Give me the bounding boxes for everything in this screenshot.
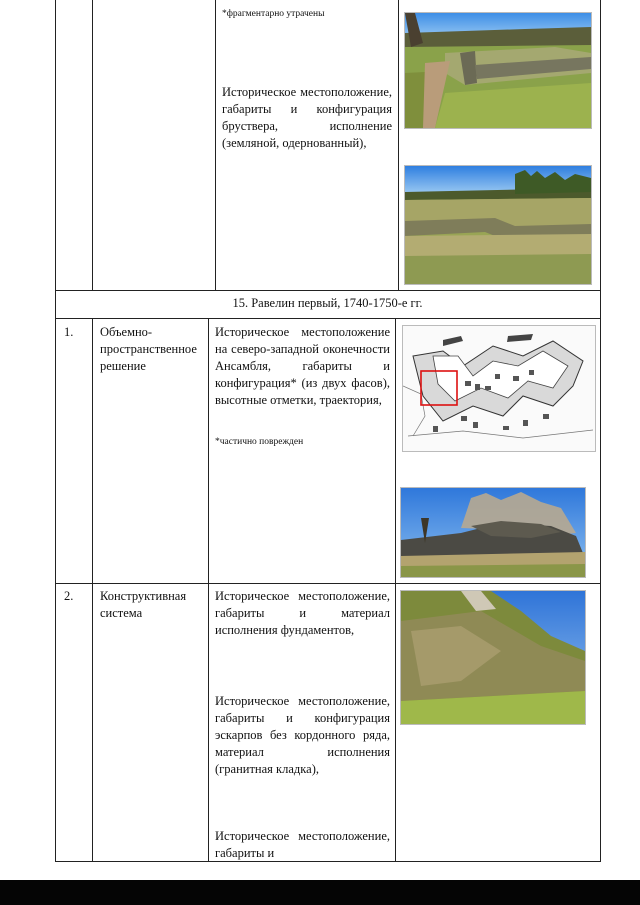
row-2-description-continued: Историческое местоположение, габариты и — [215, 829, 390, 860]
row-2-name: Конструктивная система — [100, 589, 187, 620]
column-divider-name — [208, 318, 209, 862]
column-divider-num — [92, 318, 93, 862]
ravelin-photo-1 — [400, 487, 586, 578]
rampart-photo-2 — [404, 165, 592, 285]
row-2-description-escarps: Историческое местоположение, габариты и конфигурация эскарпов без кордонного ряда, материал исполнения (гранитная кладка), — [215, 694, 390, 776]
row-1-note: *частично поврежден — [215, 437, 304, 447]
column-divider-desc — [395, 318, 396, 862]
row-1-number: 1. — [64, 325, 74, 339]
row-separator-section — [55, 318, 601, 319]
row-separator-rows — [55, 583, 601, 584]
escarp-photo — [400, 590, 586, 725]
table-border-right — [600, 0, 601, 862]
row-2-number: 2. — [64, 589, 74, 603]
row-1-name: Объемно-пространственное решение — [100, 325, 197, 373]
loss-note: *фрагментарно утрачены — [222, 9, 325, 19]
column-divider-num-top — [92, 0, 93, 290]
scan-bottom-edge — [0, 880, 640, 905]
rampart-photo-1 — [404, 12, 592, 129]
column-divider-name-top — [215, 0, 216, 290]
table-border-left — [55, 0, 56, 862]
row-separator-top — [55, 290, 601, 291]
row-2-description-foundations: Историческое местоположение, габариты и материал исполнения фундаментов, — [215, 589, 390, 637]
parapet-description: Историческое местоположение, габариты и конфигурация бруствера, исполнение (земляной, одернованный), — [222, 85, 392, 150]
ravelin-plan-map — [402, 325, 596, 452]
column-divider-desc-top — [398, 0, 399, 290]
section-title: 15. Равелин первый, 1740-1750-е гг. — [232, 296, 423, 310]
row-1-description: Историческое местоположение на северо-западной оконечности Ансамбля, габариты и конфигурация* (из двух фасов), высотные отметки, траектория, — [215, 325, 390, 407]
